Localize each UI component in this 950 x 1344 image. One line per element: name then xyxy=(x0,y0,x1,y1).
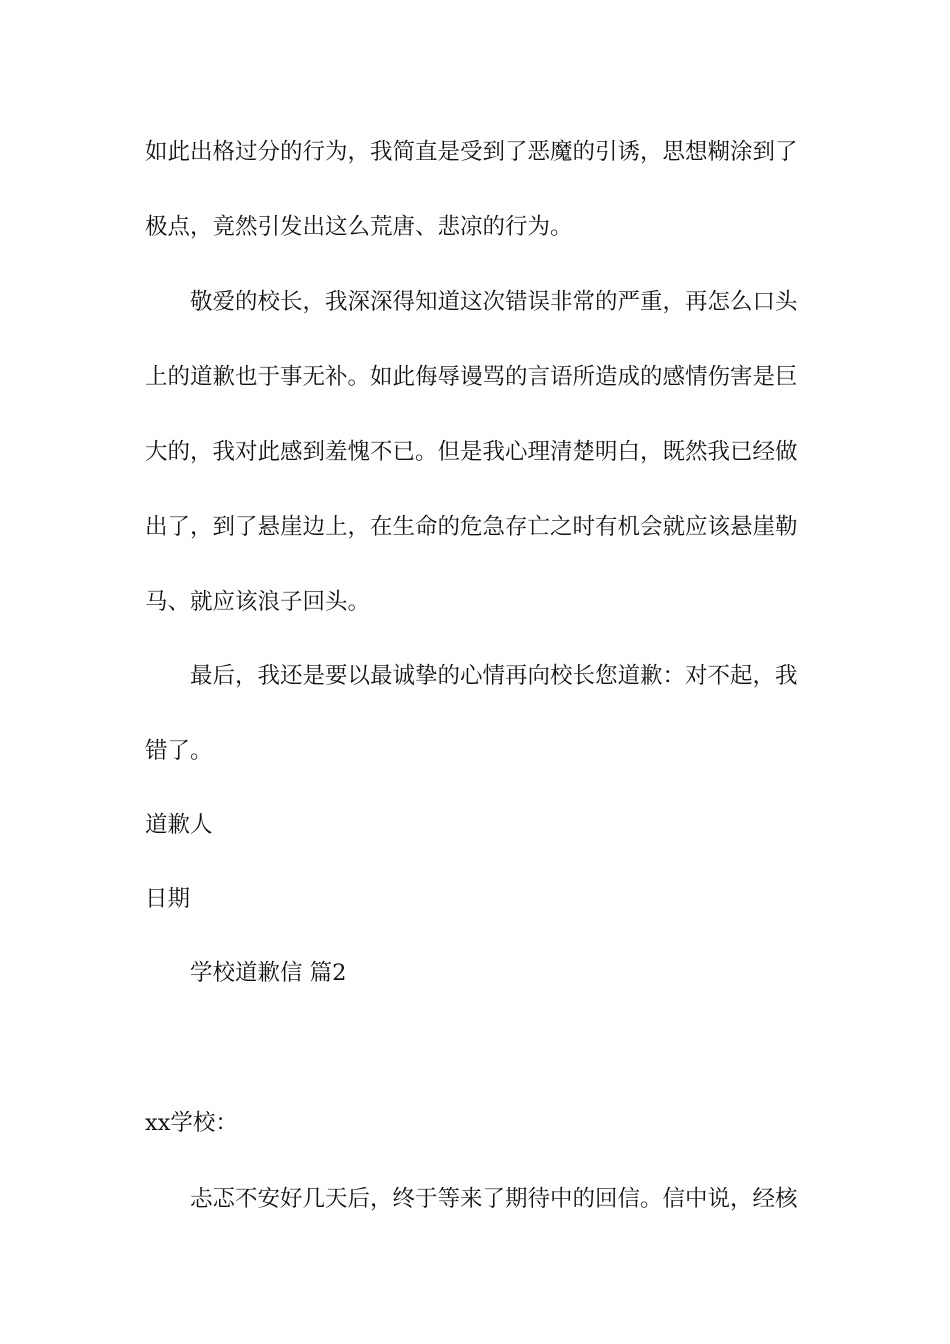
signature-label: 道歉人 xyxy=(145,812,213,838)
paragraph-3-line-1: 最后，我还是要以最诚挚的心情再向校长您道歉：对不起，我 xyxy=(190,663,798,689)
paragraph-2-line-5: 马、就应该浪子回头。 xyxy=(145,589,371,615)
paragraph-1-line-2: 极点，竟然引发出这么荒唐、悲凉的行为。 xyxy=(145,214,573,240)
paragraph-2-line-2: 上的道歉也于事无补。如此侮辱谩骂的言语所造成的感情伤害是巨 xyxy=(145,364,798,390)
paragraph-2-line-3: 大的，我对此感到羞愧不已。但是我心理清楚明白，既然我已经做 xyxy=(145,439,798,465)
section-title: 学校道歉信 篇2 xyxy=(190,960,347,986)
paragraph-4-line-1: 忐忑不安好几天后，终于等来了期待中的回信。信中说，经核 xyxy=(190,1186,798,1212)
paragraph-3-line-2: 错了。 xyxy=(145,738,213,764)
paragraph-2-line-4: 出了，到了悬崖边上，在生命的危急存亡之时有机会就应该悬崖勒 xyxy=(145,514,798,540)
paragraph-1-line-1: 如此出格过分的行为，我简直是受到了恶魔的引诱，思想糊涂到了 xyxy=(145,139,798,165)
date-label: 日期 xyxy=(145,886,191,912)
salutation: xx学校： xyxy=(145,1110,238,1136)
paragraph-2-line-1: 敬爱的校长，我深深得知道这次错误非常的严重，再怎么口头 xyxy=(190,289,798,315)
